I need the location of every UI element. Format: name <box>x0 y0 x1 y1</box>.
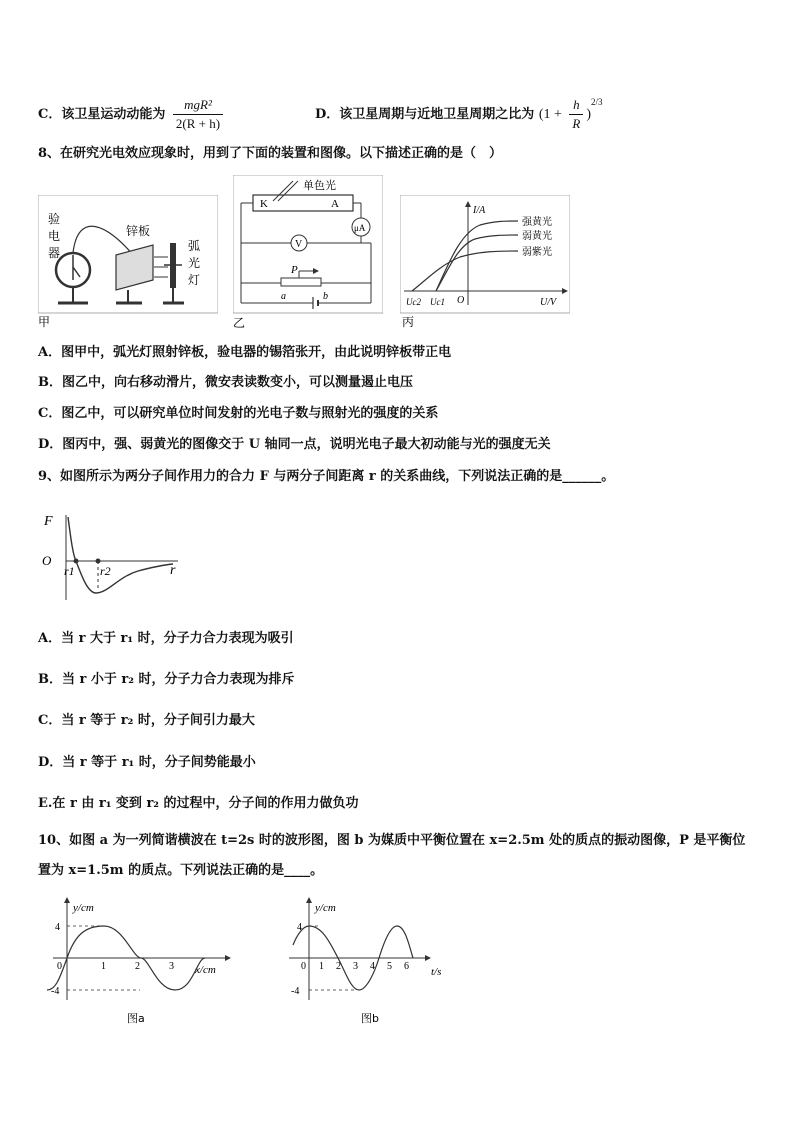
q8-option-a: A．图甲中，弧光灯照射锌板，验电器的锡箔张开，由此说明锌板带正电 <box>38 345 452 360</box>
curve-weak-violet <box>412 251 518 291</box>
q10-stem-line2: 置为 x=1.5m 的质点。下列说法正确的是____。 <box>38 863 324 878</box>
q9-option-e: E.在 r 由 r₁ 变到 r₂ 的过程中，分子间的作用力做负功 <box>38 796 359 811</box>
fig-a-ytick-4: 4 <box>55 922 60 933</box>
fig-a-ylabel: y/cm <box>73 902 94 914</box>
fig-b-ytick-4: 4 <box>297 922 302 933</box>
fig-b-xtick-0: 0 <box>301 961 306 972</box>
yi-a: A <box>331 198 339 210</box>
fig-b-xtick-1: 1 <box>319 961 324 972</box>
q9-r2-label: r2 <box>100 564 111 578</box>
q9-stem: 9、如图所示为两分子间作用力的合力 F 与两分子间距离 r 的关系曲线，下列说法正确的是______。 <box>38 469 615 484</box>
q9-r1-label: r1 <box>64 564 75 578</box>
curve-strong-yellow <box>436 221 518 291</box>
jia-lamp-label-2: 灯 <box>188 273 201 287</box>
bing-xlabel: U/V <box>540 297 557 308</box>
bing-legend-1: 弱黄光 <box>522 231 552 242</box>
q10-figure-b <box>285 895 465 1030</box>
bing-uc1: Uc1 <box>430 297 445 307</box>
jia-electroscope-label-1: 电 <box>48 229 61 243</box>
jia-electroscope-label-2: 器 <box>48 246 61 260</box>
rheostat <box>281 278 321 286</box>
q8-stem: 8、在研究光电效应现象时，用到了下面的装置和图像。以下描述正确的是（ ） <box>38 146 503 161</box>
yi-ua: μA <box>354 223 366 233</box>
q9-figure <box>38 505 188 605</box>
q9-option-b: B．当 r 小于 r₂ 时，分子力合力表现为排斥 <box>38 672 295 687</box>
yi-k: K <box>260 198 268 210</box>
fig-b-xtick-5: 5 <box>387 961 392 972</box>
yi-light-label: 单色光 <box>303 179 336 192</box>
yi-p: P <box>291 264 298 276</box>
q8-option-d: D．图丙中，强、弱黄光的图像交于 U 轴同一点，说明光电子最大初动能与光的强度无关 <box>38 437 551 452</box>
q8-option-b: B．图乙中，向右移动滑片，微安表读数变小，可以测量遏止电压 <box>38 375 413 390</box>
q9-option-d: D．当 r 等于 r₁ 时，分子间势能最小 <box>38 755 256 770</box>
q9-force-curve <box>68 517 173 593</box>
q8-figure-yi <box>233 175 383 330</box>
q9-option-a: A．当 r 大于 r₁ 时，分子力合力表现为吸引 <box>38 631 294 646</box>
yi-v: V <box>295 239 303 250</box>
option-c-denominator: 2(R + h) <box>175 116 221 131</box>
option-c-top <box>38 96 226 133</box>
option-c-numerator: mgR² <box>173 96 223 115</box>
bing-caption: 丙 <box>402 315 415 329</box>
option-c-label: C．该卫星运动动能为 <box>38 107 166 122</box>
q9-option-c: C．当 r 等于 r₂ 时，分子间引力最大 <box>38 713 255 728</box>
option-d-label: D．该卫星周期与近地卫星周期之比为 <box>315 107 535 122</box>
fig-a-xlabel: x/cm <box>195 964 216 976</box>
jia-caption: 甲 <box>38 315 51 329</box>
yi-pb: b <box>323 291 328 302</box>
fig-a-caption: 图a <box>127 1012 145 1025</box>
jia-lamp-label-0: 弧 <box>188 239 201 253</box>
jia-electroscope-label-0: 验 <box>48 212 61 226</box>
bing-legend-0: 强黄光 <box>522 217 552 228</box>
q10-stem-line1: 10、如图 a 为一列简谐横波在 t=2s 时的波形图，图 b 为媒质中平衡位置在 x=2.5m 处的质点的振动图像，P 是平衡位 <box>38 833 746 848</box>
q8-figure-bing <box>400 195 570 330</box>
option-d-fraction <box>569 96 583 133</box>
fig-a-wave-2 <box>141 926 205 958</box>
fig-b-xtick-3: 3 <box>353 961 358 972</box>
q9-f-label: F <box>44 514 53 529</box>
jia-lamp-label-1: 光 <box>188 256 201 270</box>
fig-b-xtick-6: 6 <box>404 961 409 972</box>
option-d-top <box>315 96 603 133</box>
q9-r-label: r <box>170 563 176 578</box>
option-d-open: (1 + <box>538 107 562 122</box>
jia-zinc-label: 锌板 <box>126 224 151 238</box>
bing-ylabel: I/A <box>473 205 486 216</box>
zinc-plate <box>116 245 153 290</box>
bing-uc2: Uc2 <box>406 297 421 307</box>
q9-o-label: O <box>42 553 52 568</box>
option-d-denominator: R <box>572 116 581 131</box>
q9-r1-point <box>74 559 79 564</box>
fig-a-xtick-2: 2 <box>135 961 140 972</box>
bing-legend-2: 弱紫光 <box>522 247 552 258</box>
fig-b-xtick-2: 2 <box>336 961 341 972</box>
q10-figure-a <box>45 895 235 1030</box>
bing-origin: O <box>457 295 465 306</box>
option-d-close: ) <box>586 107 592 122</box>
q8-option-c: C．图乙中，可以研究单位时间发射的光电子数与照射光的强度的关系 <box>38 406 439 421</box>
option-d-exponent: 2/3 <box>591 96 603 107</box>
option-d-numerator: h <box>569 96 583 115</box>
fig-a-xtick-1: 1 <box>101 961 106 972</box>
fig-a-xtick-3: 3 <box>169 961 174 972</box>
electroscope-wire <box>73 226 133 255</box>
fig-a-xtick-0: 0 <box>57 961 62 972</box>
fig-b-xlabel: t/s <box>431 966 442 978</box>
yi-pa: a <box>281 291 286 302</box>
yi-caption: 乙 <box>233 316 246 330</box>
fig-b-caption: 图b <box>361 1012 379 1025</box>
fig-a-ytick-neg4: -4 <box>51 986 60 997</box>
fig-b-ytick-neg4: -4 <box>291 986 300 997</box>
option-c-fraction <box>173 96 223 133</box>
fig-b-ylabel: y/cm <box>315 902 336 914</box>
yi-frame <box>233 175 383 313</box>
q8-figure-jia <box>38 195 218 330</box>
fig-b-xtick-4: 4 <box>370 961 375 972</box>
